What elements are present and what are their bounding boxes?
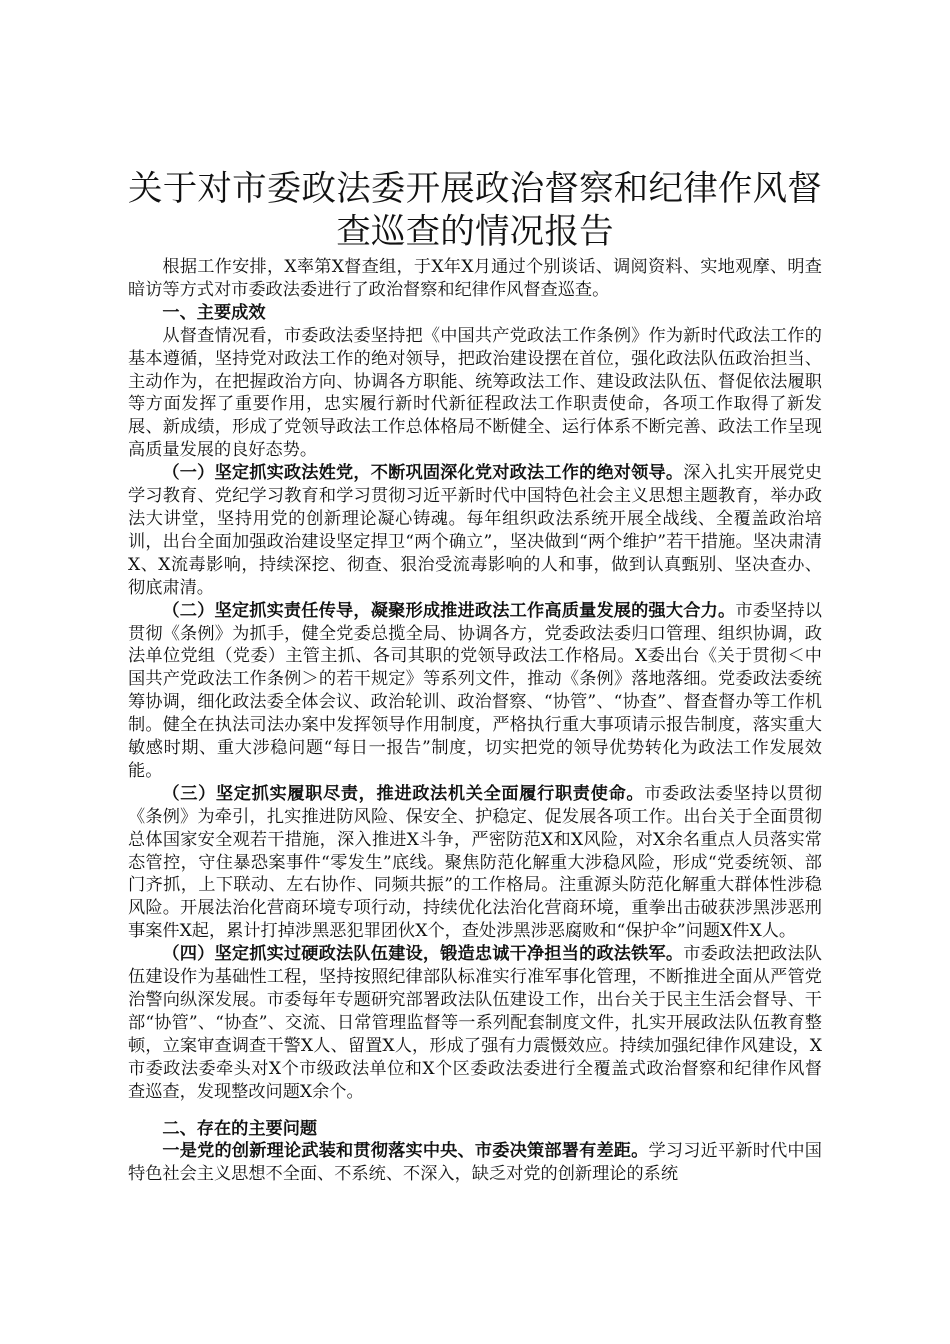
item-paragraph-2 bbox=[128, 600, 822, 783]
item-text-4: 市委政法把政法队伍建设作为基础性工程，坚持按照纪律部队标准实行准军事化管理，不断推进全面从严管党治警向纵深发展。市委每年专题研究部署政法队伍建设工作，出台关于民主生活会督导、干部“协管”、“协查”、交流、日常管理监督等一系列配套制度文件，扎实开展政法队伍教育整顿，立案审查调查干警X人、留置X人，形成了强有力震慑效应。持续加强纪律作风建设，X市委政法委牵头对X个市级政法单位和X个区委政法委进行全覆盖式政治督察和纪律作风督查巡查，发现整改问题X余个。 bbox=[128, 944, 822, 1102]
item-lead-2: （二）坚定抓实责任传导，凝聚形成推进政法工作高质量发展的强大合力。 bbox=[162, 600, 736, 621]
section1-intro-paragraph: 从督查情况看，市委政法委坚持把《中国共产党政法工作条例》作为新时代政法工作的基本遵循，坚持党对政法工作的绝对领导，把政治建设摆在首位，强化政法队伍政治担当、主动作为，在把握政治方向、协调各方职能、统筹政法工作、建设政法队伍、督促依法履职等方面发挥了重要作用，忠实履行新时代新征程政法工作职责使命，各项工作取得了新发展、新成绩，形成了党领导政法工作总体格局不断健全、运行体系不断完善、政法工作呈现高质量发展的良好态势。 bbox=[128, 325, 822, 461]
problem-text-1: 学习习近平新时代中国特色社会主义思想不全面、不系统、不深入，缺乏对党的创新理论的系统 bbox=[128, 1141, 822, 1185]
item-text-1: 深入扎实开展党史学习教育、党纪学习教育和学习贯彻习近平新时代中国特色社会主义思想主题教育，举办政法大讲堂，坚持用党的创新理论凝心铸魂。每年组织政法系统开展全战线、全覆盖政治培训，出台全面加强政治建设坚定捍卫“两个确立”，坚决做到“两个维护”若干措施。坚决肃清X、X流毒影响，持续深挖、彻查、狠治受流毒影响的人和事，做到认真甄别、坚决查办、彻底肃清。 bbox=[128, 463, 822, 598]
item-paragraph-3 bbox=[128, 783, 822, 943]
problem-lead-1: 一是党的创新理论武装和贯彻落实中央、市委决策部署有差距。 bbox=[162, 1141, 649, 1162]
section-heading-achievements: 一、主要成效 bbox=[162, 302, 266, 323]
item-paragraph-1 bbox=[128, 462, 822, 599]
document-title: 关于对市委政法委开展政治督察和纪律作风督查巡查的情况报告 bbox=[128, 169, 822, 252]
item-text-2: 市委坚持以贯彻《条例》为抓手，健全党委总揽全局、协调各方，党委政法委归口管理、组织协调，政法单位党组（党委）主管主抓、各司其职的党领导政法工作格局。X委出台《关于贯彻＜中国共产党政法工作条例＞的若干规定》等系列文件，推动《条例》落地落细。党委政法委统筹协调，细化政法委全体会议、政治轮训、政治督察、“协管”、“协查”、督查督办等工作机制。健全在执法司法办案中发挥领导作用制度，严格执行重大事项请示报告制度，落实重大敏感时期、重大涉稳问题“每日一报告”制度，切实把党的领导优势转化为政法工作发展效能。 bbox=[128, 600, 822, 781]
item-lead-3: （三）坚定抓实履职尽责，推进政法机关全面履行职责使命。 bbox=[162, 783, 645, 804]
item-lead-1: （一）坚定抓实政法姓党，不断巩固深化党对政法工作的绝对领导。 bbox=[162, 463, 684, 484]
section-heading-problems: 二、存在的主要问题 bbox=[162, 1118, 318, 1139]
item-paragraph-4 bbox=[128, 943, 822, 1103]
item-lead-4: （四）坚定抓实过硬政法队伍建设，锻造忠诚干净担当的政法铁军。 bbox=[162, 944, 684, 965]
problem-paragraph-1 bbox=[128, 1140, 822, 1186]
document-page bbox=[128, 168, 822, 1186]
section-spacer bbox=[128, 1104, 822, 1118]
item-text-3: 市委政法委坚持以贯彻《条例》为牵引，扎实推进防风险、保安全、护稳定、促发展各项工作。出台关于全面贯彻总体国家安全观若干措施，深入推进X斗争，严密防范X和X风险，对X余名重点人员落实常态管控，守住暴恐案事件“零发生”底线。聚焦防范化解重大涉稳风险，形成“党委统领、部门齐抓，上下联动、左右协作、同频共振”的工作格局。注重源头防范化解重大群体性涉稳风险。开展法治化营商环境专项行动，持续优化法治化营商环境，重拳出击破获涉黑涉恶刑事案件X起，累计打掉涉黑恶犯罪团伙X个，查处涉黑涉恶腐败和“保护伞”问题X件X人。 bbox=[128, 783, 822, 942]
intro-paragraph: 根据工作安排，X率第X督查组，于X年X月通过个别谈话、调阅资料、实地观摩、明查暗访等方式对市委政法委进行了政治督察和纪律作风督查巡查。 bbox=[128, 257, 822, 300]
